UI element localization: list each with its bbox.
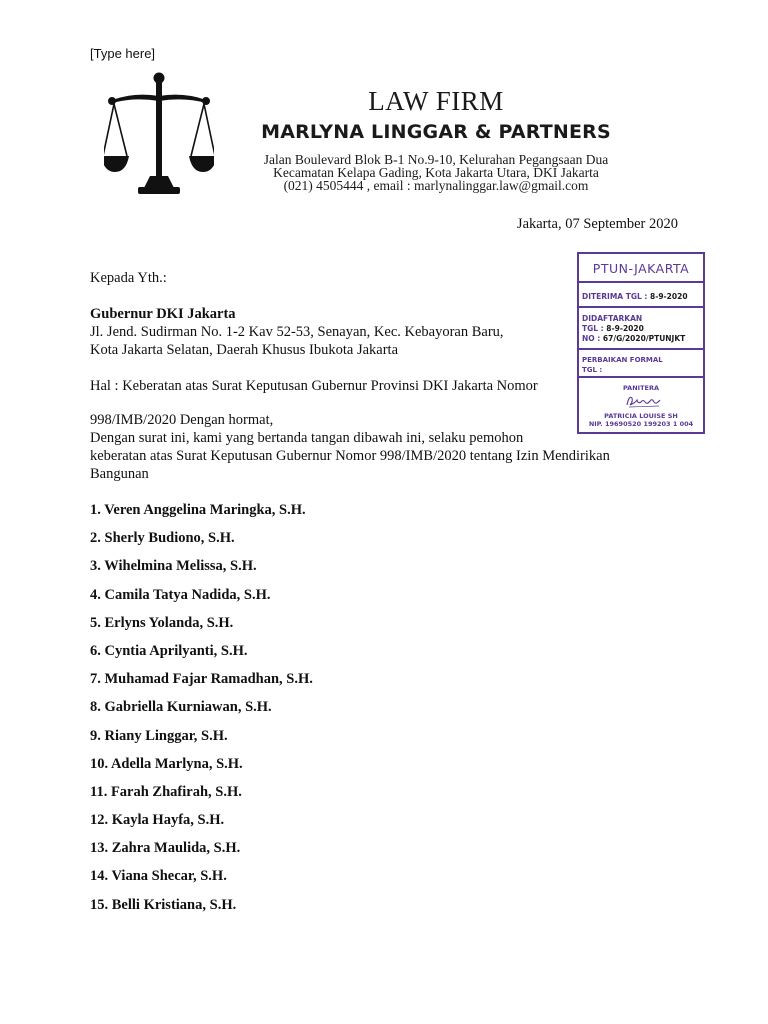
stamp-received-label: DITERIMA TGL : xyxy=(582,292,648,301)
stamp-registered-label: DIDAFTARKAN xyxy=(582,314,643,323)
stamp-registered-no-label: NO : xyxy=(582,334,601,343)
list-item: 3. Wihelmina Melissa, S.H. xyxy=(90,558,257,575)
stamp-title: PTUN-JAKARTA xyxy=(579,254,703,283)
stamp-correction-label: PERBAIKAN FORMAL xyxy=(582,356,663,364)
applicant-list xyxy=(90,502,313,925)
stamp-registered-no-value: 67/G/2020/PTUNJKT xyxy=(602,334,686,343)
list-item: 12. Kayla Hayfa, S.H. xyxy=(90,812,225,829)
address-line-1: Jalan Boulevard Blok B-1 No.9-10, Kelurahan Pegangsaan Dua xyxy=(263,152,609,167)
stamp-received-value: 8-9-2020 xyxy=(650,292,688,301)
recipient-name: Gubernur DKI Jakarta xyxy=(90,306,236,322)
list-item: 10. Adella Marlyna, S.H. xyxy=(90,755,243,772)
subject-continuation: 998/IMB/2020 Dengan hormat, xyxy=(90,412,274,428)
list-item: 7. Muhamad Fajar Ramadhan, S.H. xyxy=(90,671,313,688)
letter-date: Jakarta, 07 September 2020 xyxy=(516,216,678,232)
salutation: Kepada Yth.: xyxy=(90,270,167,286)
court-stamp xyxy=(577,252,705,434)
body-line-3: Bangunan xyxy=(90,466,149,482)
contact-line: (021) 4505444 , email : marlynalinggar.law@gmail.com xyxy=(283,178,589,193)
stamp-registered-date-label: TGL : xyxy=(582,324,604,333)
firm-name: MARLYNA LINGGAR & PARTNERS xyxy=(261,121,611,143)
list-item: 1. Veren Anggelina Maringka, S.H. xyxy=(90,502,306,518)
clerk-signature xyxy=(623,393,663,409)
stamp-clerk-title: PANITERA xyxy=(623,384,659,392)
list-item: 8. Gabriella Kurniawan, S.H. xyxy=(90,699,272,716)
recipient-address-line-2: Kota Jakarta Selatan, Daerah Khusus Ibukota Jakarta xyxy=(90,342,399,358)
header-placeholder-text: [Type here] xyxy=(90,46,156,61)
stamp-correction-date-label: TGL : xyxy=(582,366,603,374)
stamp-registered-row xyxy=(579,310,703,350)
list-item: 4. Camila Tatya Nadida, S.H. xyxy=(90,586,271,603)
list-item: 13. Zahra Maulida, S.H. xyxy=(90,840,241,857)
address-line-2: Kecamatan Kelapa Gading, Kota Jakarta Utara, DKI Jakarta xyxy=(273,165,599,180)
stamp-clerk-name: PATRICIA LOUISE SH xyxy=(604,412,678,420)
subject-line: Hal : Keberatan atas Surat Keputusan Gubernur Provinsi DKI Jakarta Nomor xyxy=(90,378,538,394)
list-item: 14. Viana Shecar, S.H. xyxy=(90,868,227,885)
list-item: 6. Cyntia Aprilyanti, S.H. xyxy=(90,642,248,659)
scales-of-justice-icon xyxy=(104,72,214,196)
list-item: 15. Belli Kristiana, S.H. xyxy=(90,896,237,913)
body-line-2: keberatan atas Surat Keputusan Gubernur Nomor 998/IMB/2020 tentang Izin Mendirikan xyxy=(90,448,610,464)
list-item: 2. Sherly Budiono, S.H. xyxy=(90,530,235,547)
stamp-received-row xyxy=(579,285,703,308)
stamp-correction-row xyxy=(579,352,703,378)
recipient-address-line-1: Jl. Jend. Sudirman No. 1-2 Kav 52-53, Senayan, Kec. Kebayoran Baru, xyxy=(90,324,504,340)
list-item: 5. Erlyns Yolanda, S.H. xyxy=(90,614,234,631)
body-line-1: Dengan surat ini, kami yang bertanda tangan dibawah ini, selaku pemohon xyxy=(90,430,524,446)
firm-title: LAW FIRM xyxy=(368,86,504,116)
stamp-registered-date-value: 8-9-2020 xyxy=(606,324,644,333)
stamp-clerk-name-block xyxy=(579,412,703,428)
stamp-clerk-nip: NIP. 19690520 199203 1 004 xyxy=(588,420,694,428)
list-item: 9. Riany Linggar, S.H. xyxy=(90,727,228,744)
list-item: 11. Farah Zhafirah, S.H. xyxy=(90,783,242,800)
